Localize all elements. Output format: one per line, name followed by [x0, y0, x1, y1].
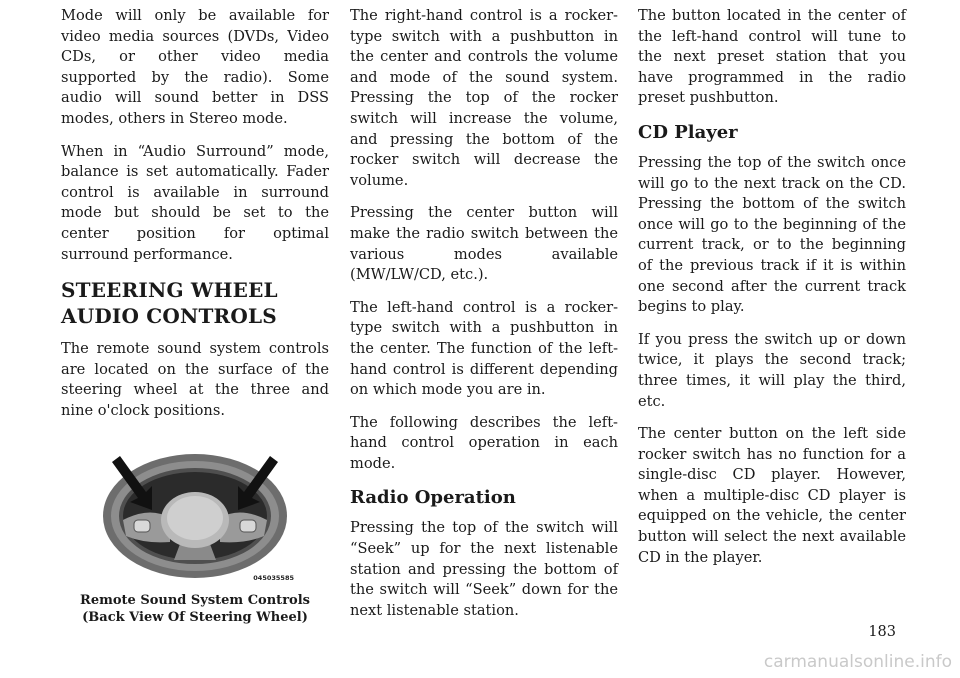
paragraph: The center button on the left side rocker switch has no function for a single-disc CD player. However, when a multiple-disc CD player is equipped on the vehicle, the center button will select the next available CD in the player.	[638, 425, 906, 566]
section-heading-line: STEERING WHEEL	[61, 278, 278, 303]
paragraph: Pressing the top of the switch once will go to the next track on the CD. Pressing the bottom of the switch once will go to the beginning of the current track, or to the beginning of the previous track if it is within one second after the current track begins to play.	[638, 153, 906, 316]
paragraph: The following describes the left-hand control operation in each mode.	[350, 413, 618, 472]
figure-caption-line: Remote Sound System Controls	[80, 592, 310, 608]
subsection-heading: CD Player	[638, 121, 738, 143]
watermark: carmanualsonline.info	[763, 652, 952, 672]
paragraph: The button located in the center of the left-hand control will tune to the next preset station that you have programmed in the radio preset pushbutton.	[638, 7, 906, 107]
figure-caption-line: (Back View Of Steering Wheel)	[82, 609, 308, 625]
column-middle	[350, 6, 618, 633]
subsection-heading: Radio Operation	[350, 487, 516, 509]
paragraph: Pressing the center button will make the radio switch between the various modes available (MW/LW/CD, etc.).	[350, 204, 618, 284]
column-left	[61, 6, 329, 626]
paragraph: When in “Audio Surround” mode, balance is set automatically. Fader control is available in surround mode but should be set to the center position for optimal surround performance.	[61, 142, 329, 263]
figure-image-box	[90, 444, 300, 584]
figure-caption	[61, 592, 329, 626]
paragraph: The remote sound system controls are located on the surface of the steering wheel at the three and nine o'clock positions.	[61, 340, 329, 419]
figure-id: 045035585	[253, 573, 294, 582]
paragraph: The left-hand control is a rocker-type switch with a pushbutton in the center. The function of the left-hand control is different depending on which mode you are in.	[350, 298, 618, 399]
paragraph: The right-hand control is a rocker-type switch with a pushbutton in the center and controls the volume and mode of the sound system. Pressing the top of the rocker switch will increase the volume, and pressing the bottom of the rocker switch will decrease the volume.	[350, 7, 618, 189]
steering-wheel-illustration	[90, 444, 300, 584]
paragraph: If you press the switch up or down twice, it plays the second track; three times, it will play the third, etc.	[638, 330, 906, 410]
section-heading	[61, 277, 329, 329]
section-heading-line: AUDIO CONTROLS	[61, 304, 277, 329]
page-number: 183	[868, 624, 896, 640]
paragraph: Pressing the top of the switch will “Seek” up for the next listenable station and pressing the bottom of the switch will “Seek” down for the next listenable station.	[350, 519, 618, 619]
paragraph: Mode will only be available for video media sources (DVDs, Video CDs, or other video media supported by the radio). Some audio will sound better in DSS modes, others in Stereo mode.	[61, 7, 329, 127]
figure-steering-wheel	[61, 444, 329, 626]
column-right	[638, 6, 906, 580]
